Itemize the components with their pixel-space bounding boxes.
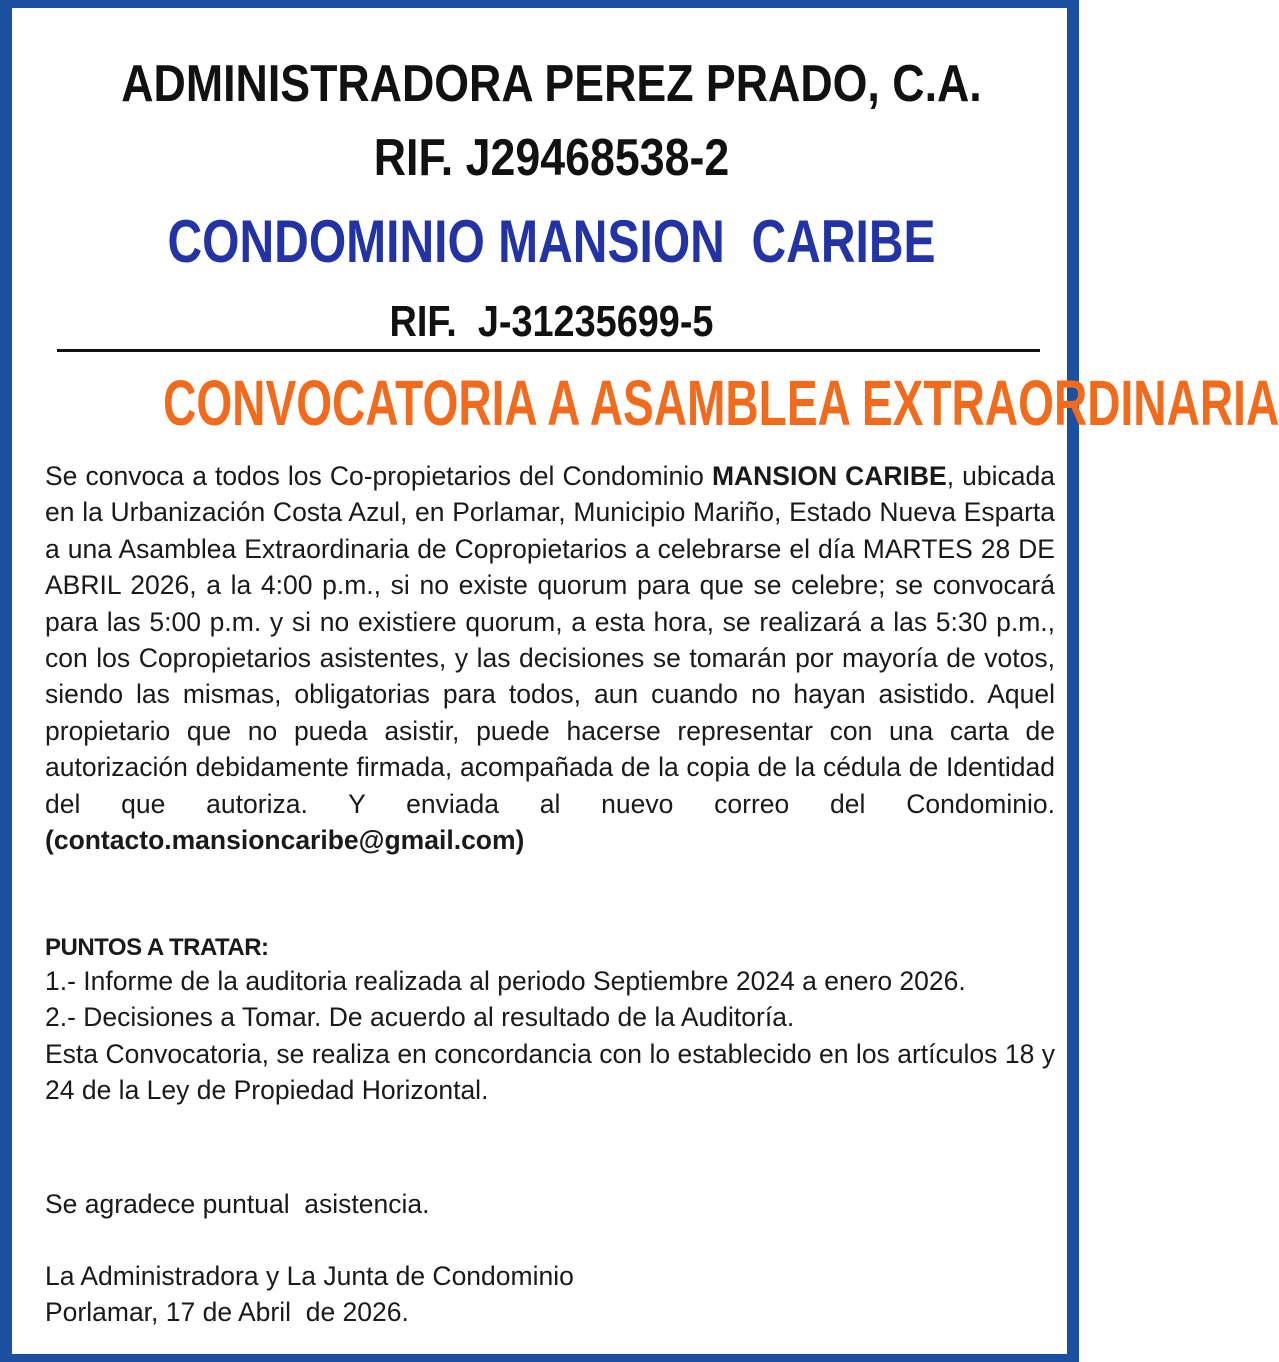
signature-line: La Administradora y La Junta de Condominio xyxy=(45,1261,574,1291)
topic-item-1: 1.- Informe de la auditoria realizada al periodo Septiembre 2024 a enero 2026. xyxy=(45,966,966,996)
body-intro: Se convoca a todos los Co-propietarios del Condominio xyxy=(45,461,712,491)
condo-name-bold: MANSION CARIBE xyxy=(711,461,947,491)
contact-email: (contacto.mansioncaribe@gmail.com) xyxy=(45,825,525,856)
topics-list xyxy=(45,963,1055,1109)
divider-line xyxy=(57,349,1040,352)
body-main-text: , ubicada en la Urbanización Costa Azul, en Porlamar, Municipio Mariño, Estado Nueva Esparta a una Asamblea Extraordinaria de Copropietarios a celebrarse el día MARTES 28 DE ABRIL 2026, a la 4:00 p.m., si no existe quorum para que se celebre; se convocará para las 5:00 p.m. y si no existiere quorum, a esta hora, se realizará a las 5:30 p.m., con los Copropietarios asistentes, y las decisiones se tomarán por mayoría de votos, siendo las mismas, obligatorias para todos, aun cuando no hayan asistido. Aquel propietario que no pueda asistir, puede hacerse representar con una carta de autorización debidamente firmada, acompañada de la copia de la cédula de Identidad del que autoriza. Y enviada al nuevo correo del Condominio. xyxy=(45,461,1055,819)
legal-note: Esta Convocatoria, se realiza en concordancia con lo establecido en los artículos 18 y 24 de la Ley de Propiedad Horizontal. xyxy=(45,1038,1055,1106)
signature-block xyxy=(45,1258,1055,1331)
topic-item-2: 2.- Decisiones a Tomar. De acuerdo al resultado de la Auditoría. xyxy=(45,1002,795,1033)
company-rif: RIF. J29468538-2 xyxy=(373,129,730,187)
company-name: ADMINISTRADORA PEREZ PRADO, C.A. xyxy=(121,55,982,113)
condominium-name: CONDOMINIO MANSION CARIBE xyxy=(167,208,936,275)
notice-title: CONVOCATORIA A ASAMBLEA EXTRAORDINARIA xyxy=(163,367,1279,439)
condominium-rif: RIF. J-31235699-5 xyxy=(389,297,714,346)
place-date-line: Porlamar, 17 de Abril de 2026. xyxy=(45,1297,409,1328)
body-paragraph xyxy=(45,458,1055,858)
topics-heading: PUNTOS A TRATAR: xyxy=(45,934,269,961)
thanks-line: Se agradece puntual asistencia. xyxy=(45,1189,430,1219)
